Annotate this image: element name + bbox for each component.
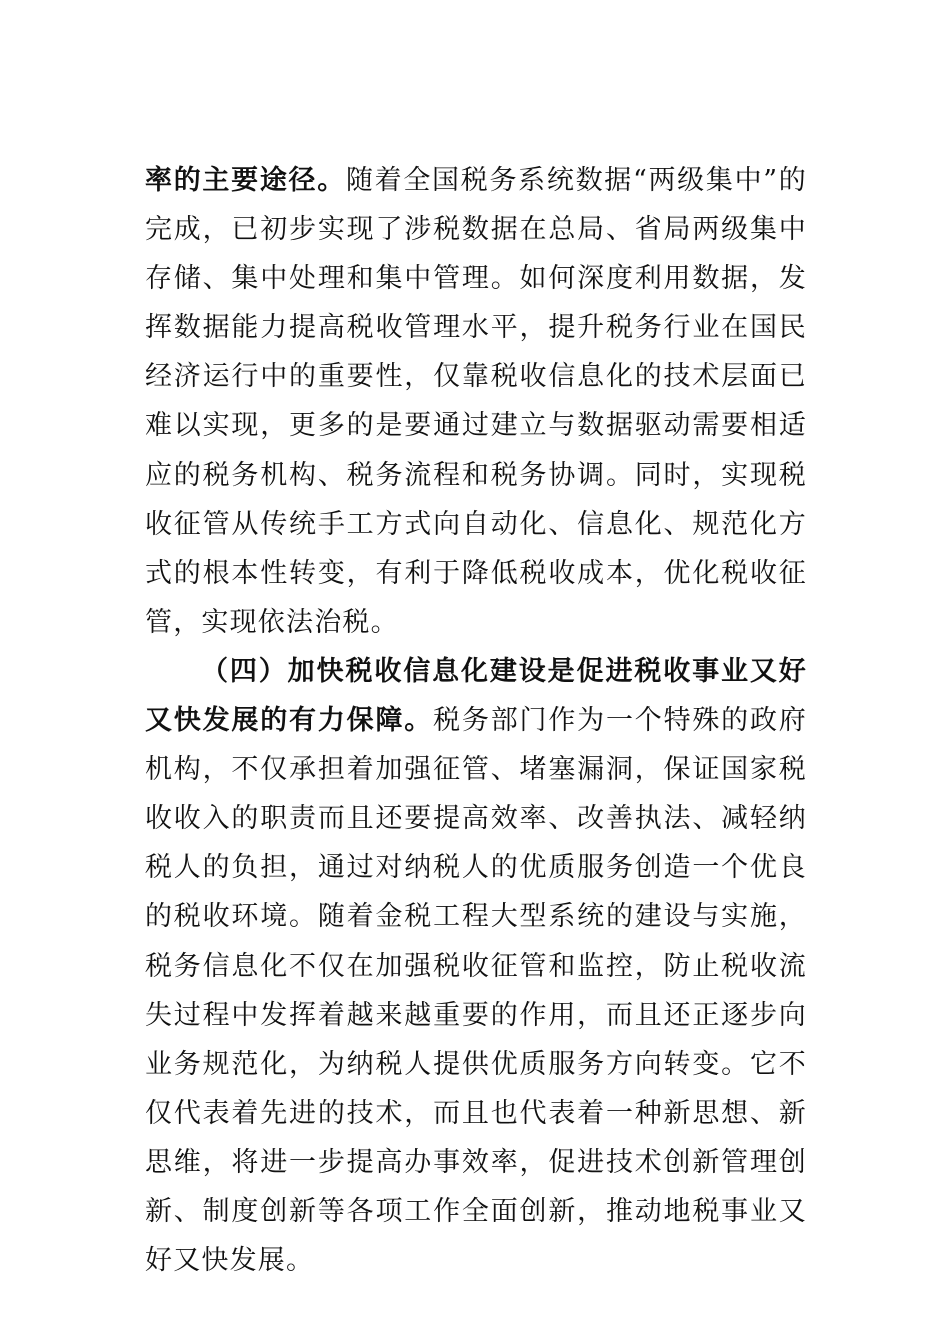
paragraph-section-four xyxy=(145,647,807,1285)
paragraph-continued xyxy=(145,156,807,647)
paragraph-lead-bold: 率的主要途径。 xyxy=(145,165,346,196)
paragraph-body-text: 税务部门作为一个特殊的政府机构，不仅承担着加强征管、堵塞漏洞，保证国家税收收入的职责而且还要提高效率、改善执法、减轻纳税人的负担，通过对纳税人的优质服务创造一个优良的税收环境。随着金税工程大型系统的建设与实施，税务信息化不仅在加强税收征管和监控，防止税收流失过程中发挥着越来越重要的作用，而且还正逐步向业务规范化，为纳税人提供优质服务方向转变。它不仅代表着先进的技术，而且也代表着一种新思想、新思维，将进一步提高办事效率，促进技术创新管理创新、制度创新等各项工作全面创新，推动地税事业又好又快发展。 xyxy=(145,705,807,1277)
section-heading-bold: （四）加快税收信息化建设是促进税收事业又好又快发展的有力保障。 xyxy=(145,655,807,737)
paragraph-body-text: 随着全国税务系统数据“两级集中”的完成，已初步实现了涉税数据在总局、省局两级集中存储、集中处理和集中管理。如何深度利用数据，发挥数据能力提高税收管理水平，提升税务行业在国民经济运行中的重要性，仅靠税收信息化的技术层面已难以实现，更多的是要通过建立与数据驱动需要相适应的税务机构、税务流程和税务协调。同时，实现税收征管从传统手工方式向自动化、信息化、规范化方式的根本性转变，有利于降低税收成本，优化税收征管，实现依法治税。 xyxy=(145,165,807,638)
document-body xyxy=(145,156,807,1285)
